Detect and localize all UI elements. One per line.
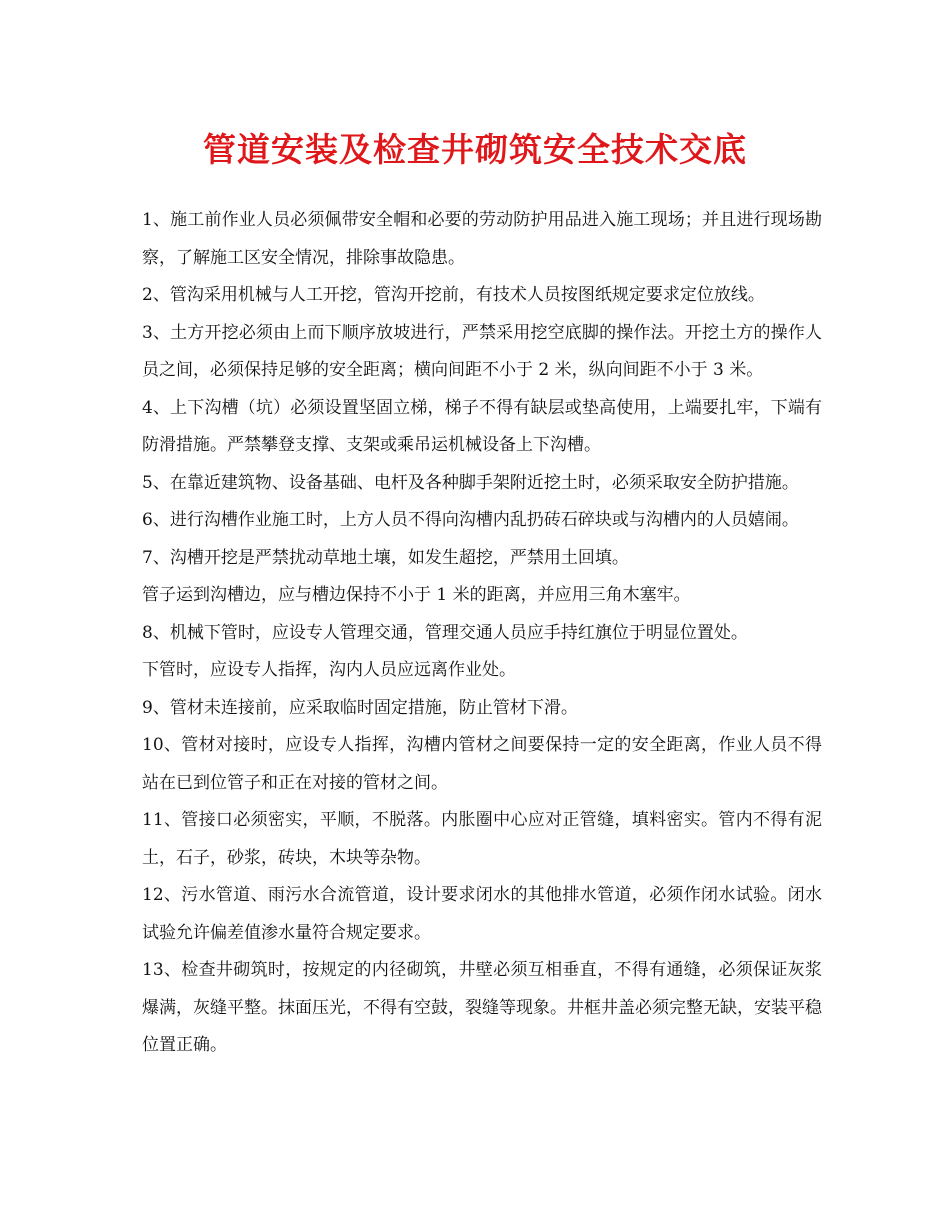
paragraph-item-13: 13、检查井砌筑时，按规定的内径砌筑，井壁必须互相垂直，不得有通缝，必须保证灰浆爆满，灰缝平整。抹面压光，不得有空鼓，裂缝等现象。井框井盖必须完整无缺，安装平稳位置正确。 bbox=[142, 960, 822, 1055]
paragraph-item-8: 8、机械下管时，应设专人管理交通，管理交通人员应手持红旗位于明显位置处。 bbox=[142, 622, 748, 643]
paragraph-item-4: 4、上下沟槽（坑）必须设置坚固立梯，梯子不得有缺层或垫高使用，上端要扎牢，下端有防滑措施。严禁攀登支撑、支架或乘吊运机械设备上下沟槽。 bbox=[142, 397, 822, 455]
paragraph-item-7: 7、沟槽开挖是严禁扰动草地土壤，如发生超挖，严禁用土回填。 bbox=[142, 547, 629, 568]
paragraph-item-10: 10、管材对接时，应设专人指挥，沟槽内管材之间要保持一定的安全距离，作业人员不得站在已到位管子和正在对接的管材之间。 bbox=[142, 735, 822, 793]
paragraph-item-5: 5、在靠近建筑物、设备基础、电杆及各种脚手架附近挖土时，必须采取安全防护措施。 bbox=[142, 472, 799, 493]
paragraph-item-9: 9、管材未连接前，应采取临时固定措施，防止管材下滑。 bbox=[142, 697, 578, 718]
paragraph-item-11: 11、管接口必须密实，平顺，不脱落。内胀圈中心应对正管缝，填料密实。管内不得有泥土，石子，砂浆，砖块，木块等杂物。 bbox=[142, 810, 822, 868]
document-body bbox=[142, 202, 822, 1065]
paragraph-item-7-continued: 管子运到沟槽边，应与槽边保持不小于 1 米的距离，并应用三角木塞牢。 bbox=[142, 585, 691, 605]
paragraph-item-8-continued: 下管时，应设专人指挥，沟内人员应远离作业处。 bbox=[142, 660, 516, 680]
paragraph-item-3: 3、土方开挖必须由上而下顺序放坡进行，严禁采用挖空底脚的操作法。开挖土方的操作人员之间，必须保持足够的安全距离；横向间距不小于 2 米，纵向间距不小于 3 米。 bbox=[142, 322, 822, 380]
paragraph-item-6: 6、进行沟槽作业施工时，上方人员不得向沟槽内乱扔砖石碎块或与沟槽内的人员嬉闹。 bbox=[142, 510, 799, 530]
paragraph-item-1: 1、施工前作业人员必须佩带安全帽和必要的劳动防护用品进入施工现场；并且进行现场勘察，了解施工区安全情况，排除事故隐患。 bbox=[142, 210, 822, 268]
paragraph-item-12: 12、污水管道、雨污水合流管道，设计要求闭水的其他排水管道，必须作闭水试验。闭水试验允许偏差值渗水量符合规定要求。 bbox=[142, 885, 822, 943]
paragraph-item-2: 2、管沟采用机械与人工开挖，管沟开挖前，有技术人员按图纸规定要求定位放线。 bbox=[142, 285, 765, 305]
document-title: 管道安装及检查井砌筑安全技术交底 bbox=[203, 130, 747, 169]
